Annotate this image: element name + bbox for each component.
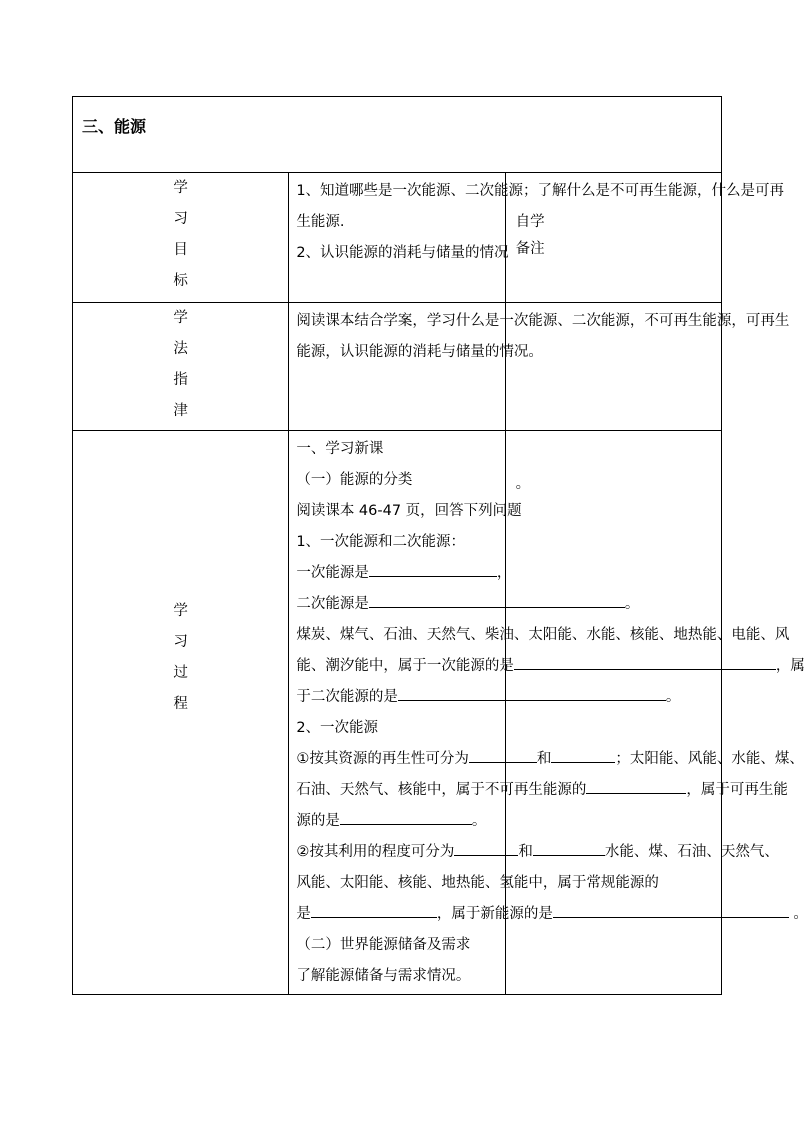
process-content: 一、学习新课 （一）能源的分类 阅读课本 46-47 页，回答下列问题 1、一次能源和二次能源： 一次能源是 ， 二次能源是 。 煤炭、煤气、石油、天然气、柴油、太阳能、水能、核能、地热能、电能、风 能、潮汐能中，属于一次能源的是 ，属 于二次能源的是 。 2、一次能源 ①按其资源的再生性可分为 和 ；太阳能、风能、水能、煤、 石油、天然气、核能中，属于不可再生能源的 ，属于可再生能 源的是 。 ②按其利用的程度可分为 和 水能、煤、石油、天然气、 风能、太阳能、核能、地热能、氢能中，属于常规能源的 是 ，属于新能源的是 。 （二）世界能源储备及需求 了解能源储备与需求情况。: [289, 431, 505, 995]
answer-blank[interactable]: [398, 683, 666, 701]
method-label: 学 法 指 津: [73, 303, 289, 431]
title-cell: [73, 97, 722, 173]
self-study-notes-label: 自学 备注: [515, 214, 545, 257]
method-line-2: 能源，认识能源的消耗与储量的情况。: [296, 344, 543, 360]
method-content: [289, 303, 790, 431]
answer-blank[interactable]: [469, 745, 537, 763]
goals-line-1: 1、知道哪些是一次能源、二次能源；了解什么是不可再生能源，什么是可再: [296, 183, 785, 199]
subsection-heading: （一）能源的分类: [296, 472, 413, 488]
section-heading: 一、学习新课: [296, 441, 384, 457]
goals-line-2: 生能源.: [296, 214, 345, 230]
answer-blank[interactable]: [454, 838, 518, 856]
answer-blank[interactable]: [340, 807, 472, 825]
goals-row: [73, 173, 722, 303]
method-line-1: 阅读课本结合学案，学习什么是一次能源、二次能源，不可再生能源，可再生: [296, 313, 790, 329]
answer-blank[interactable]: [533, 838, 605, 856]
answer-blank[interactable]: [369, 559, 497, 577]
answer-blank[interactable]: [369, 590, 625, 608]
answer-blank[interactable]: [551, 745, 615, 763]
answer-blank[interactable]: [514, 652, 776, 670]
goals-line-3: 2、认识能源的消耗与储量的情况: [296, 245, 509, 261]
lesson-plan-table: [72, 96, 808, 995]
process-label: 学 习 过 程: [73, 431, 289, 995]
answer-blank[interactable]: [553, 900, 789, 918]
page-title: 三、能源: [82, 117, 147, 136]
answer-blank[interactable]: [586, 776, 686, 794]
answer-blank[interactable]: [311, 900, 437, 918]
subsection-heading-2: （二）世界能源储备及需求: [296, 937, 471, 953]
process-row: [73, 431, 722, 995]
goals-label: 学 习 目 标: [73, 173, 289, 303]
note-mark: 。: [515, 476, 531, 492]
method-row: [73, 303, 722, 431]
